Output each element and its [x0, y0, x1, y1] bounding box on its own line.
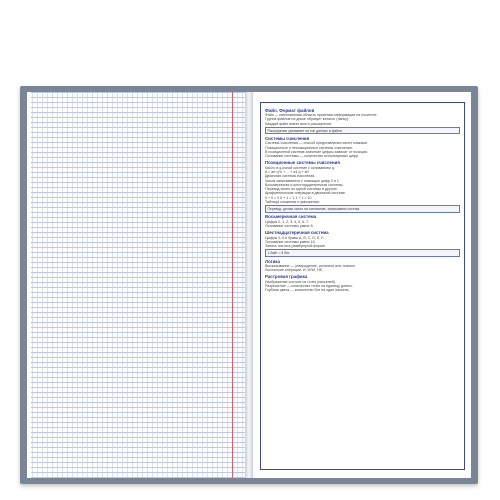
grid-page	[27, 92, 245, 478]
text-line: Группа файлов на диске образует каталог (папку).	[265, 117, 350, 122]
text-line: Двоичная система счисления.	[265, 174, 316, 179]
text-line: Цифры 0, 1, 2, 3, 4, 5, 6, 7.	[265, 219, 310, 224]
margin-line	[232, 92, 233, 478]
text-line: Числа записываются с помощью цифр 0 и 1.	[265, 178, 340, 183]
text-line: Файл — именованная область хранения информации на носителе.	[265, 113, 378, 117]
section-title: Файл. Формат файлов	[265, 107, 315, 113]
section-title: Системы счисления	[265, 135, 310, 141]
section-title: Позиционные системы счисления	[265, 160, 340, 166]
text-line: Изображение состоит из точек (пикселей).	[265, 279, 336, 284]
text-line: Восьмеричная и шестнадцатеричная системы.	[265, 182, 344, 187]
text-line: Основание системы равно 16.	[265, 239, 316, 244]
text-line: A = an·q^n + ... + a1·q + a0	[265, 169, 309, 174]
text-line: Глубина цвета — количество бит на один пиксель.	[265, 288, 350, 293]
text-line: Запись числа в развёрнутой форме.	[265, 244, 326, 249]
note-box: Перевод: делим число на основание, записываем остатки.	[265, 205, 460, 213]
text-line: Перевод чисел из одной системы в другую.	[265, 187, 338, 192]
open-notebook	[20, 86, 478, 484]
section-title: Растровая графика	[265, 274, 308, 280]
text-line: Высказывание — утверждение, истинное или ложное.	[265, 264, 356, 269]
note-box: Расширение указывает на тип данных в файле.	[265, 127, 460, 135]
note-box: 1 байт = 8 бит.	[265, 249, 460, 257]
text-line: Таблица сложения и умножения.	[265, 200, 320, 205]
section-title: Восьмеричная система	[265, 214, 317, 220]
section-title: Шестнадцатеричная система	[265, 230, 329, 236]
reference-sheet	[260, 102, 465, 470]
text-line: Арифметические операции в двоичной системе.	[265, 191, 347, 196]
text-line: Логические операции: И, ИЛИ, НЕ.	[265, 268, 324, 273]
text-line: Основание системы равно 8.	[265, 224, 314, 229]
section-title: Логика	[265, 258, 280, 264]
text-line: Основание системы — количество используемых цифр.	[265, 154, 359, 159]
text-line: Число в q-ичной системе с основанием q:	[265, 165, 335, 170]
text-line: Каждый файл имеет имя и расширение.	[265, 121, 333, 126]
text-line: Позиционные и непозиционные системы счисления.	[265, 145, 353, 150]
text-line: В позиционной системе значение цифры зависит от позиции.	[265, 150, 368, 155]
reference-page	[253, 92, 471, 478]
text-line: Разрешение — количество точек на единицу длины.	[265, 283, 353, 288]
notebook-spine	[245, 92, 253, 478]
text-line: 0 + 0 = 0 0 + 1 = 1 1 + 1 = 10	[265, 195, 312, 200]
text-line: Цифры 0–9 и буквы A, B, C, D, E, F.	[265, 235, 325, 240]
text-line: Система счисления — способ представления чисел знаками.	[265, 141, 368, 146]
